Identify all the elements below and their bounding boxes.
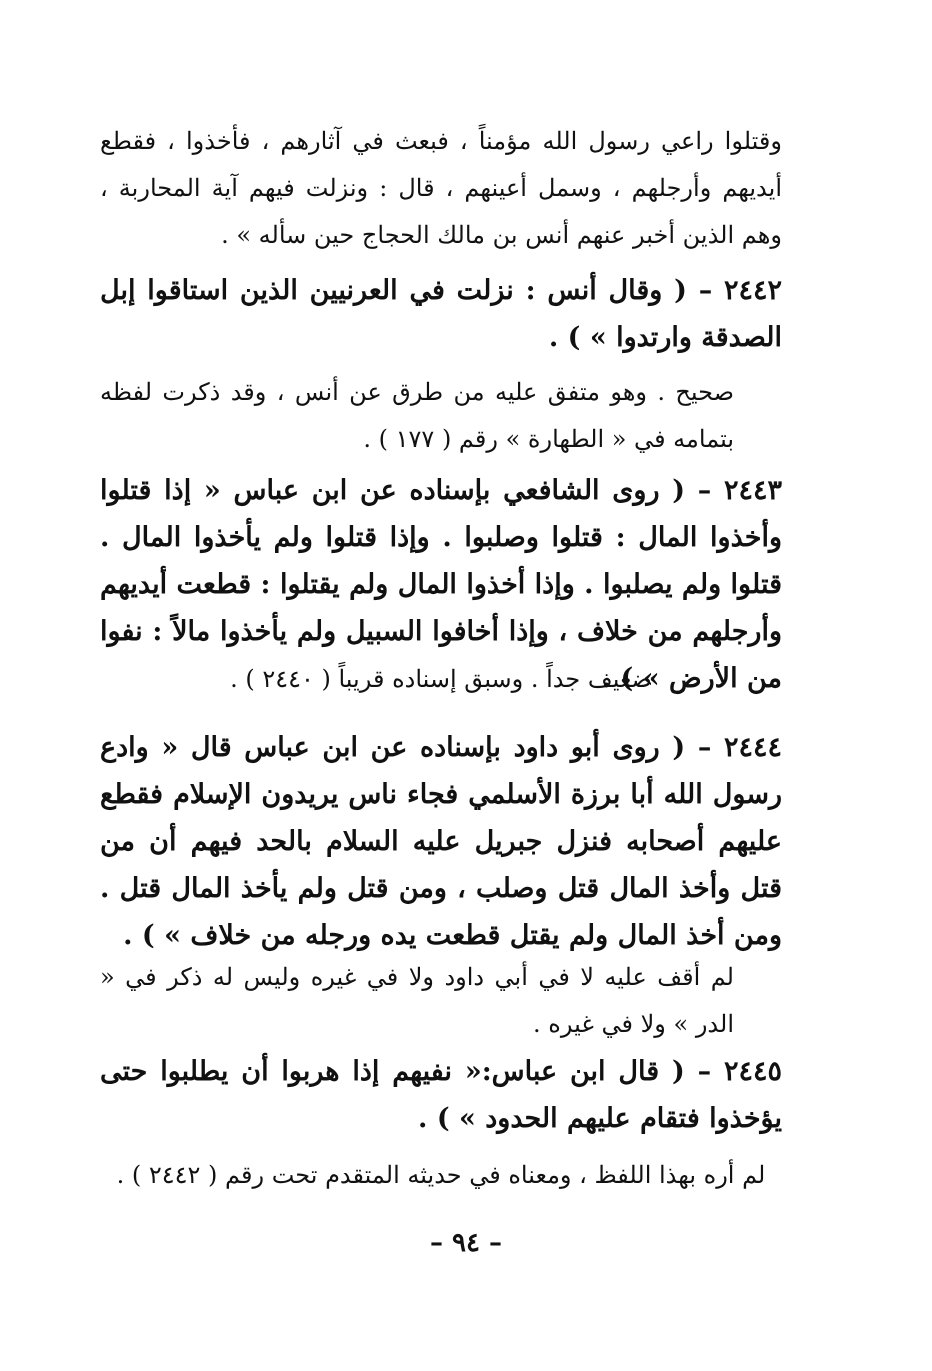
hadith-2444	[100, 724, 782, 959]
commentary-text: لم أره بهذا اللفظ ، ومعناه في حديثه المتقدم تحت رقم ( ٢٤٤٢ ) .	[116, 1161, 766, 1189]
hadith-number: ٢٤٤٢ –	[698, 275, 783, 306]
hadith-number: ٢٤٤٥ –	[697, 1056, 782, 1087]
commentary-text: ضعيف جداً . وسبق إسناده قريباً ( ٢٤٤٠ ) .	[230, 665, 652, 693]
commentary-2445	[100, 1152, 782, 1199]
hadith-2445	[100, 1048, 782, 1142]
hadith-2442	[100, 267, 782, 361]
commentary-text: صحيح . وهو متفق عليه من طرق عن أنس ، وقد ذكرت لفظه بتمامه في « الطهارة » رقم ( ١٧٧ ) .	[100, 378, 734, 453]
hadith-text: ( قال ابن عباس:« نفيهم إذا هربوا أن يطلبوا حتى يؤخذوا فتقام عليهم الحدود » ) .	[100, 1056, 782, 1134]
paragraph-text: وقتلوا راعي رسول الله مؤمناً ، فبعث في آثارهم ، فأخذوا ، فقطع أيديهم وأرجلهم ، وسمل أعينهم ، قال : ونزلت فيهم آية المحاربة ، وهم الذين أخبر عنهم أنس بن مالك الحجاج حين سأله » .	[100, 127, 782, 249]
commentary-2444	[100, 954, 782, 1048]
commentary-2442	[100, 369, 782, 463]
paragraph-continuation	[100, 118, 782, 259]
hadith-number: ٢٤٤٣ –	[697, 475, 782, 506]
commentary-text: لم أقف عليه لا في أبي داود ولا في غيره وليس له ذكر في « الدر » ولا في غيره .	[100, 963, 734, 1038]
commentary-2443	[100, 656, 782, 703]
hadith-text: ( وقال أنس : نزلت في العرنيين الذين استاقوا إبل الصدقة وارتدوا » ) .	[100, 275, 782, 353]
hadith-text: ( روى أبو داود بإسناده عن ابن عباس قال « وادع رسول الله أبا برزة الأسلمي فجاء ناس يريدون الإسلام فقطع عليهم أصحابه فنزل جبريل عليه السلام بالحد فيهم أن من قتل وأخذ المال قتل وصلب ، ومن قتل ولم يأخذ المال قتل . ومن أخذ المال ولم يقتل قطعت يده ورجله من خلاف » ) .	[100, 732, 782, 951]
hadith-text: ( روى الشافعي بإسناده عن ابن عباس « إذا قتلوا وأخذوا المال : قتلوا وصلبوا . وإذا قتلوا ولم يأخذوا المال . قتلوا ولم يصلبوا . وإذا أخذوا المال ولم يقتلوا : قطعت أيديهم وأرجلهم من خلاف ، وإذا أخافوا السبيل ولم يأخذوا مالاً : نفوا من الأرض » ) .	[100, 475, 782, 694]
page-number: – ٩٤ –	[429, 1228, 503, 1258]
hadith-number: ٢٤٤٤ –	[697, 732, 782, 763]
